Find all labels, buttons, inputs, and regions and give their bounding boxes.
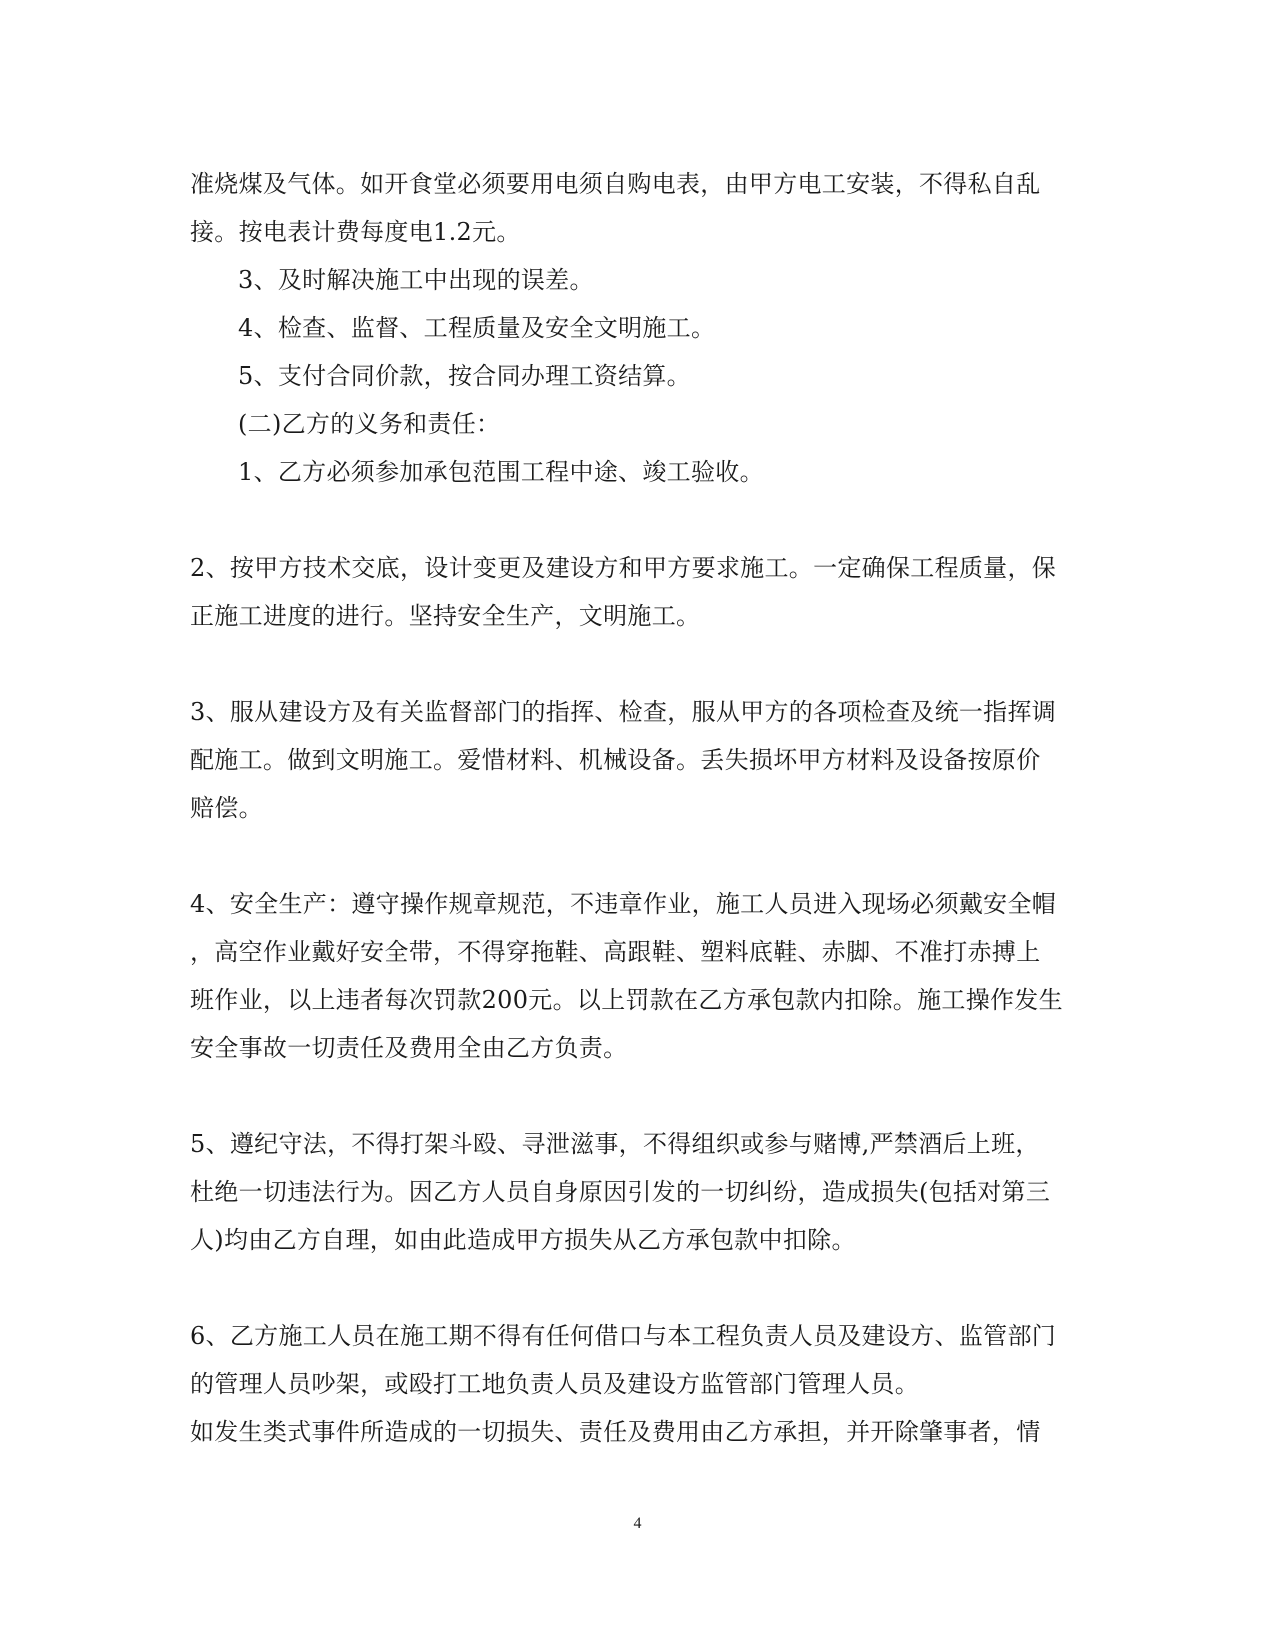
text-line: 接。按电表计费每度电1.2元。 xyxy=(190,218,521,246)
page-number: 4 xyxy=(633,1515,642,1532)
text-line: 赔偿。 xyxy=(190,794,263,822)
text-line: 4、安全生产：遵守操作规章规范，不违章作业，施工人员进入现场必须戴安全帽 xyxy=(190,890,1057,918)
text-line: 杜绝一切违法行为。因乙方人员自身原因引发的一切纠纷，造成损失(包括对第三 xyxy=(190,1178,1051,1206)
text-line: 正施工进度的进行。坚持安全生产，文明施工。 xyxy=(190,602,701,630)
text-line: 5、支付合同价款，按合同办理工资结算。 xyxy=(238,362,691,390)
text-line: 安全事故一切责任及费用全由乙方负责。 xyxy=(190,1034,628,1062)
text-line: ，高空作业戴好安全带，不得穿拖鞋、高跟鞋、塑料底鞋、赤脚、不准打赤搏上 xyxy=(190,938,1041,966)
text-line: 4、检查、监督、工程质量及安全文明施工。 xyxy=(238,314,716,342)
section-heading: (二)乙方的义务和责任： xyxy=(238,410,501,438)
text-line: 6、乙方施工人员在施工期不得有任何借口与本工程负责人员及建设方、监管部门 xyxy=(190,1322,1057,1350)
text-line: 班作业，以上违者每次罚款200元。以上罚款在乙方承包款内扣除。施工操作发生 xyxy=(190,986,1063,1014)
text-line: 5、遵纪守法，不得打架斗殴、寻泄滋事，不得组织或参与赌博,严禁酒后上班， xyxy=(190,1130,1040,1158)
text-line: 3、及时解决施工中出现的误差。 xyxy=(238,266,594,294)
text-line: 如发生类式事件所造成的一切损失、责任及费用由乙方承担，并开除肇事者，情 xyxy=(190,1418,1041,1446)
text-line: 的管理人员吵架，或殴打工地负责人员及建设方监管部门管理人员。 xyxy=(190,1370,919,1398)
text-line: 准烧煤及气体。如开食堂必须要用电须自购电表，由甲方电工安装，不得私自乱 xyxy=(190,170,1041,198)
text-line: 3、服从建设方及有关监督部门的指挥、检查，服从甲方的各项检查及统一指挥调 xyxy=(190,698,1057,726)
document-body xyxy=(190,160,1070,1456)
text-line: 1、乙方必须参加承包范围工程中途、竣工验收。 xyxy=(238,458,764,486)
text-line: 2、按甲方技术交底，设计变更及建设方和甲方要求施工。一定确保工程质量，保 xyxy=(190,554,1057,582)
text-line: 人)均由乙方自理，如由此造成甲方损失从乙方承包款中扣除。 xyxy=(190,1226,856,1254)
text-line: 配施工。做到文明施工。爱惜材料、机械设备。丢失损坏甲方材料及设备按原价 xyxy=(190,746,1041,774)
